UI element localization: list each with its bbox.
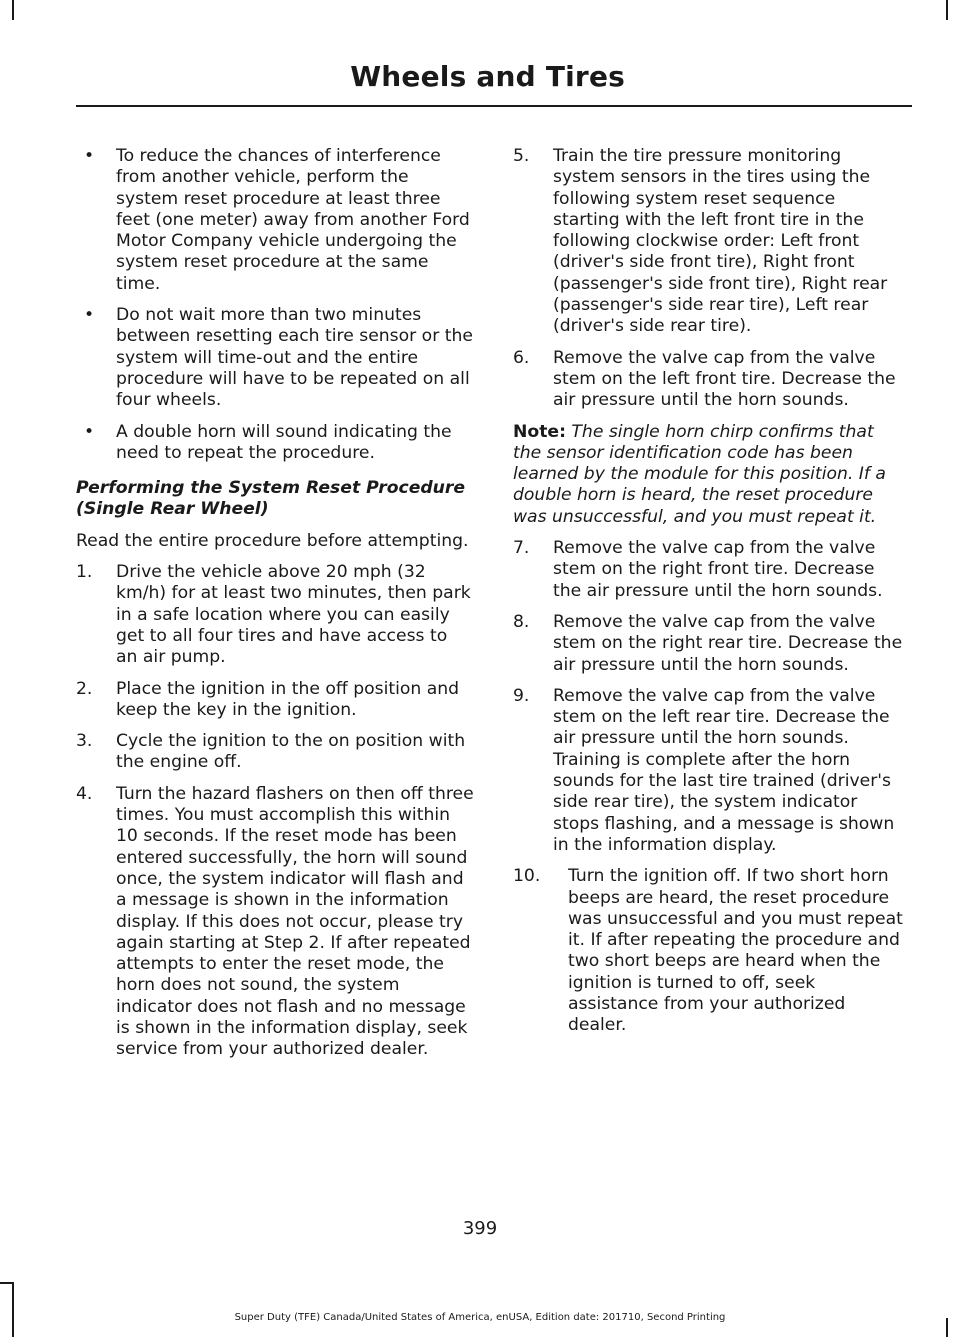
page-title: Wheels and Tires [350, 60, 625, 93]
bullet-text: To reduce the chances of interference from another vehicle, perform the system reset procedure at least three feet (one meter) away from another Ford Motor Company vehicle undergoing the system reset procedure at the same time. [116, 146, 470, 294]
header-rule [76, 105, 912, 107]
step-item [513, 686, 907, 856]
bullet-item [76, 305, 474, 411]
step-number: 3. [76, 731, 93, 752]
step-item [513, 538, 907, 602]
footer-text: Super Duty (TFE) Canada/United States of America, enUSA, Edition date: 201710, Second Printing [234, 1312, 726, 1323]
crop-mark-bottom-left [12, 1282, 14, 1337]
step-item [76, 679, 474, 722]
note-label: Note: [513, 421, 566, 442]
step-text: Remove the valve cap from the valve stem on the right rear tire. Decrease the air pressure until the horn sounds. [553, 611, 903, 675]
step-text: Cycle the ignition to the on position with the engine off. [116, 731, 466, 773]
note-block [513, 422, 907, 528]
step-text: Place the ignition in the off position and keep the key in the ignition. [116, 678, 460, 720]
step-text: Turn the hazard flashers on then off three times. You must accomplish this within 10 seconds. If the reset mode has been entered successfully, the horn will sound once, the system indicator will flash and a message is shown in the information display. If this does not occur, please try again starting at Step 2. If after repeated attempts to enter the reset mode, the horn does not sound, the system indicator does not flash and no message is shown in the information display, seek service from your authorized dealer. [116, 783, 474, 1060]
step-number: 9. [513, 685, 530, 706]
bullet-marker: • [84, 305, 95, 326]
step-item [513, 348, 907, 412]
step-text: Turn the ignition off. If two short horn beeps are heard, the reset procedure was unsuccessful and you must repeat it. If after repeating the procedure and two short beeps are heard when the ignition is turned to off, seek assistance from your authorized dealer. [568, 866, 903, 1036]
section-subheading: Performing the System Reset Procedure (Single Rear Wheel) [76, 478, 466, 520]
step-text: Drive the vehicle above 20 mph (32 km/h) for at least two minutes, then park in a safe location where you can easily get to all four tires and have access to an air pump. [116, 562, 471, 668]
step-number: 7. [513, 538, 530, 559]
page-number: 399 [462, 1218, 498, 1239]
step-item [76, 784, 474, 1061]
step-item [513, 146, 907, 338]
step-text: Remove the valve cap from the valve stem on the left front tire. Decrease the air pressure until the horn sounds. [553, 347, 896, 411]
step-number: 10. [513, 866, 541, 887]
crop-mark-top-right [946, 0, 948, 20]
step-number: 1. [76, 562, 93, 583]
step-number: 8. [513, 611, 530, 632]
step-number: 6. [513, 347, 530, 368]
step-item [513, 866, 907, 1036]
bullet-text: Do not wait more than two minutes between resetting each tire sensor or the system will time-out and the entire procedure will have to be repeated on all four wheels. [116, 305, 473, 411]
crop-mark-bottom-left-h [0, 1282, 14, 1284]
bullet-item [76, 146, 474, 295]
bullet-marker: • [84, 421, 95, 442]
bullet-item [76, 422, 474, 465]
bullet-text: A double horn will sound indicating the need to repeat the procedure. [116, 421, 452, 463]
step-number: 2. [76, 678, 93, 699]
intro-paragraph: Read the entire procedure before attempting. [76, 530, 469, 551]
step-number: 5. [513, 146, 530, 166]
bullet-marker: • [84, 146, 95, 166]
step-item [76, 731, 474, 774]
step-item [513, 612, 907, 676]
right-column [513, 146, 907, 1047]
step-text: Remove the valve cap from the valve stem on the left rear tire. Decrease the air pressure until the horn sounds. Training is complete after the horn sounds for the last tire trained (driver's side rear tire), the system indicator stops flashing, and a message is shown in the information display. [553, 685, 895, 855]
step-number: 4. [76, 783, 93, 804]
step-text: Remove the valve cap from the valve stem on the right front tire. Decrease the air pressure until the horn sounds. [553, 538, 883, 601]
crop-mark-top-left [12, 0, 14, 20]
note-text: The single horn chirp confirms that the sensor identification code has been learned by the module for this position. If a double horn is heard, the reset procedure was unsuccessful, and you must repeat it. [513, 421, 886, 527]
left-column [76, 146, 474, 1071]
step-text: Train the tire pressure monitoring system sensors in the tires using the following system reset sequence starting with the left front tire in the following clockwise order: Left front (driver's side front tire), Right front (passenger's side front tire), Right rear (passenger's side rear tire), Left rear (driver's side rear tire). [553, 146, 888, 337]
step-item [76, 562, 474, 668]
